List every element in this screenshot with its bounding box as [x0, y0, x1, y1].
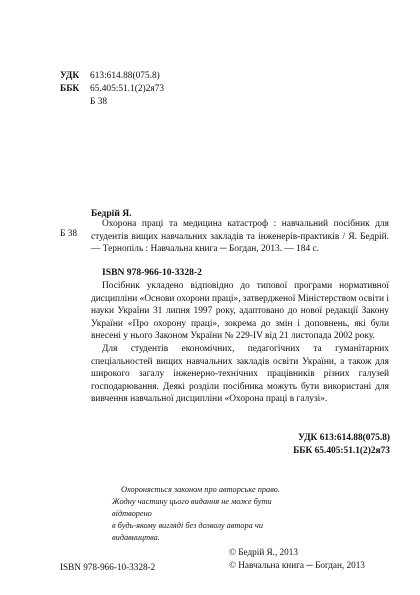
udk-row: [60, 70, 164, 83]
udk-value: 613:614.88(075.8): [90, 71, 160, 81]
copyright-notice-line-2: Жодну частину цього видання не може бути відтворено: [112, 497, 272, 518]
isbn-main: ISBN 978-966-10-3328-2: [102, 267, 202, 278]
copyright-notice-line-1: Охороняється законом про авторське право.: [121, 485, 280, 494]
author-mark-left: Б 38: [60, 229, 78, 239]
copyright-lines: [229, 546, 365, 571]
isbn-footer: ISBN 978-966-10-3328-2: [60, 562, 156, 572]
copyright-author: © Бедрій Я., 2013: [229, 547, 298, 557]
udk-label: УДК: [60, 71, 80, 81]
bbk-label: ББК: [60, 84, 80, 94]
copyright-notice: [112, 484, 312, 544]
author-mark-top: Б 38: [90, 97, 108, 107]
bbk-right: ББК 65.405:51.1(2)2я73: [293, 445, 390, 456]
annotation: [91, 280, 389, 406]
copyright-publisher: © Навчальна книга ─ Богдан, 2013: [229, 559, 365, 570]
copyright-notice-line-3: в будь-якому вигляді без дозволу автора чи видавництва.: [112, 521, 263, 542]
classification-block: [60, 70, 164, 109]
udk-right: УДК 613:614.88(075.8): [298, 433, 390, 443]
bbk-row: [60, 83, 164, 96]
annotation-paragraph-2: Для студентів економічних, педагогічних та гуманітарних спеціальностей вищих навчальних закладів освіти України, а також для широкого загалу інженерно-технічних працівників різних галузей господарювання. Деякі розділи посібника можуть бути використані для вивчення навчальної дисципліни «Охорона праці в галузі».: [91, 343, 389, 405]
bibliographic-description: Охорона праці та медицина катастроф : навчальний посібник для студентів вищих навчальних закладів та інженерів-практиків / Я. Бедрій. — Тернопіль : Навчальна книга ─ Богдан, 2013. — 184 с.: [91, 219, 389, 254]
author-name: Бедрій Я.: [91, 208, 132, 219]
annotation-paragraph-1: Посібник укладено відповідно до типової програми нормативної дисципліни «Основи охорони праці», затвердженої Міністерством освіти і науки України 31 липня 1997 року, адаптовано до нової редакції Закону України «Про охорону праці», зокрема до змін і доповнень, які були внесені у нього Законом України № 229-IV від 21 листопада 2002 року.: [91, 281, 389, 342]
classification-right: [293, 432, 390, 457]
bbk-value: 65.405:51.1(2)2я73: [90, 84, 165, 94]
